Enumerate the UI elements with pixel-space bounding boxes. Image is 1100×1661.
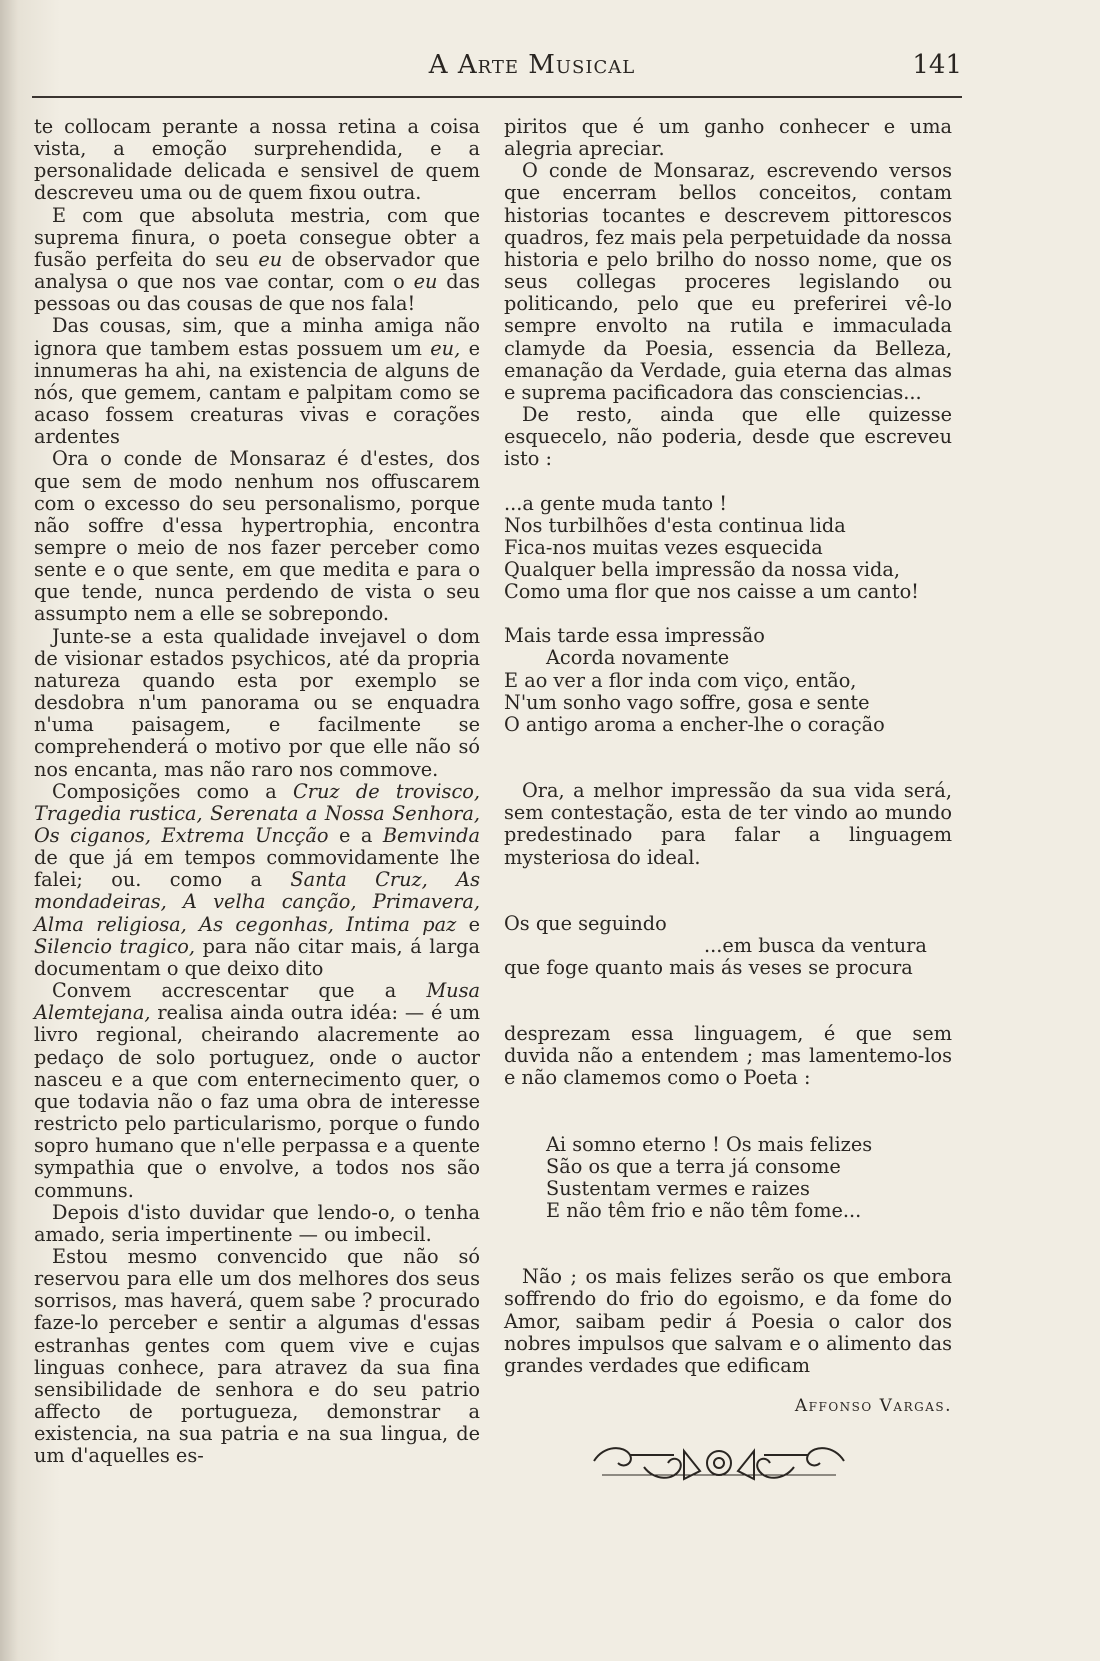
left-column xyxy=(34,116,480,1468)
paragraph: E com que absoluta mestria, com que suprema finura, o poeta consegue obter a fusão perfeita do seu eu de observador que analysa o que nos vae contar, com o eu das pessoas ou das cousas de que nos fala! xyxy=(34,203,481,316)
verse-line: que foge quanto mais ás veses se procura xyxy=(504,956,913,979)
paragraph: desprezam essa linguagem, é que sem duvida não a entendem ; mas lamentemo-los e não clamemos como o Poeta : xyxy=(504,1022,952,1090)
right-column xyxy=(504,116,952,1496)
verse-line: Sustentam vermes e raizes xyxy=(546,1176,810,1200)
paragraph: Ora, a melhor impressão da sua vida será, sem contestação, esta de ter vindo ao mundo predestinado para falar a linguagem mysteriosa do ideal. xyxy=(504,779,952,869)
author-signature: Affonso Vargas. xyxy=(794,1396,952,1417)
paragraph: Estou mesmo convencido que não só reservou para elle um dos melhores dos seus sorrisos, mas haverá, quem sabe ? procurado faze-lo perceber e sentir a algumas d'essas estranhas gentes com quem vive e cujas linguas conhece, para atravez da sua fina sensibilidade de senhora e do seu patrio affecto de portugueza, demonstrar a existencia, na sua patria e na sua lingua, de um d'aquelles es- xyxy=(34,1244,480,1468)
verse-line: Como uma flor que nos caisse a um canto! xyxy=(504,580,919,604)
tailpiece-ornament-icon xyxy=(584,1431,854,1491)
paragraph: Ora o conde de Monsaraz é d'estes, dos que sem de modo nenhum nos offuscarem com o excesso do seu personalismo, porque não soffre d'essa hypertrophia, encontra sempre o meio de nos fazer perceber como sente e o que sente, em que medita e para o que tende, nunca perdendo de vista o seu assumpto nem a elle se sobrepondo. xyxy=(34,447,480,626)
verse-line: Mais tarde essa impressão xyxy=(504,624,765,648)
verse-line: Os que seguindo xyxy=(504,911,667,935)
verse-stanza-2 xyxy=(504,625,952,736)
paragraph: O conde de Monsaraz, escrevendo versos que encerram bellos conceitos, contam historias tocantes e descrevem pittorescos quadros, fez mais pela perpetuidade da nossa historia e pelo brilho do nosso nome, que os seus collegas proceres legislando ou politicando, pelo que eu preferirei vê-lo sempre envolto na rutila e immaculada clamyde da Poesia, essencia da Belleza, emanação da Verdade, guia eterna das almas e suprema pacificadora das consciencias... xyxy=(504,159,952,404)
journal-title: A Arte Musical xyxy=(428,50,636,80)
paragraph: Não ; os mais felizes serão os que embora soffrendo do frio do egoismo, e da fome do Amor, saibam pedir á Poesia o calor dos nobres impulsos que salvam e o alimento das grandes verdades que edificam xyxy=(504,1265,952,1377)
verse-line: Ai somno eterno ! Os mais felizes xyxy=(546,1132,873,1156)
running-header xyxy=(32,46,962,86)
verse-line: ...a gente muda tanto ! xyxy=(504,491,728,515)
verse-line: N'um sonho vago soffre, gosa e sente xyxy=(504,690,870,714)
paragraph: piritos que é um ganho conhecer e uma alegria apreciar. xyxy=(504,115,952,161)
verse-line: E ao ver a flor inda com viço, então, xyxy=(504,668,857,692)
verse-line: Qualquer bella impressão da nossa vida, xyxy=(504,557,900,581)
verse-stanza-3 xyxy=(504,1134,952,1223)
verse-line: O antigo aroma a encher-lhe o coração xyxy=(504,712,885,736)
verse-line: ...em busca da ventura xyxy=(704,933,927,957)
paragraph: te collocam perante a nossa retina a coisa vista, a emoção surprehendida, e a personalidade delicada e sensivel de quem descreveu uma ou de quem fixou outra. xyxy=(34,115,480,205)
verse-line: E não têm frio e não têm fome... xyxy=(546,1199,862,1223)
paragraph: Convem accrescentar que a Musa Alemtejana, realisa ainda outra idéa: — é um livro regional, cheirando alacremente ao pedaço de solo portuguez, onde o auctor nasceu e a que com enternecimento quer, o que todavia não o faz uma obra de interesse restricto pelo particularismo, porque o fundo sopro humano que n'elle perpassa e a quente sympathia que o envolve, a todos nos são communs. xyxy=(34,979,480,1202)
verse-line: Acorda novamente xyxy=(546,646,730,670)
verse-line: Fica-nos muitas vezes esquecida xyxy=(504,535,823,559)
paragraph: De resto, ainda que elle quizesse esquecelo, não poderia, desde que escreveu isto : xyxy=(504,403,952,471)
paragraph: Das cousas, sim, que a minha amiga não ignora que tambem estas possuem um eu, e innumeras ha ahi, na existencia de alguns de nós, que gemem, cantam e palpitam como se acaso fossem creaturas vivas e corações ardentes xyxy=(34,314,480,449)
verse-stanza-1 xyxy=(504,493,952,604)
header-rule xyxy=(32,96,962,98)
paragraph: Composições como a Cruz de trovisco, Tragedia rustica, Serenata a Nossa Senhora, Os ciganos, Extrema Uncção e a Bemvinda de que já em tempos commovidamente lhe falei; ou. como a Santa Cruz, As mondadeiras, A velha canção, Primavera, Alma religiosa, As cegonhas, Intima paz e Silencio tragico, para não citar mais, á larga documentam o que deixo dito xyxy=(34,779,481,980)
verse-line: São os que a terra já consome xyxy=(546,1154,841,1178)
verse-line: Nos turbilhões d'esta continua lida xyxy=(504,513,846,537)
paragraph: Junte-se a esta qualidade invejavel o dom de visionar estados psychicos, até da propria natureza quando esta por exemplo se desdobra n'um panorama ou se enquadra n'uma paisagem, e facilmente se comprehenderá o motivo por que elle não só nos encanta, mas não raro nos commove. xyxy=(34,624,480,781)
paragraph: Depois d'isto duvidar que lendo-o, o tenha amado, seria impertinente — ou imbecil. xyxy=(34,1200,480,1246)
quoted-lines xyxy=(504,913,952,979)
page-number: 141 xyxy=(912,50,962,80)
